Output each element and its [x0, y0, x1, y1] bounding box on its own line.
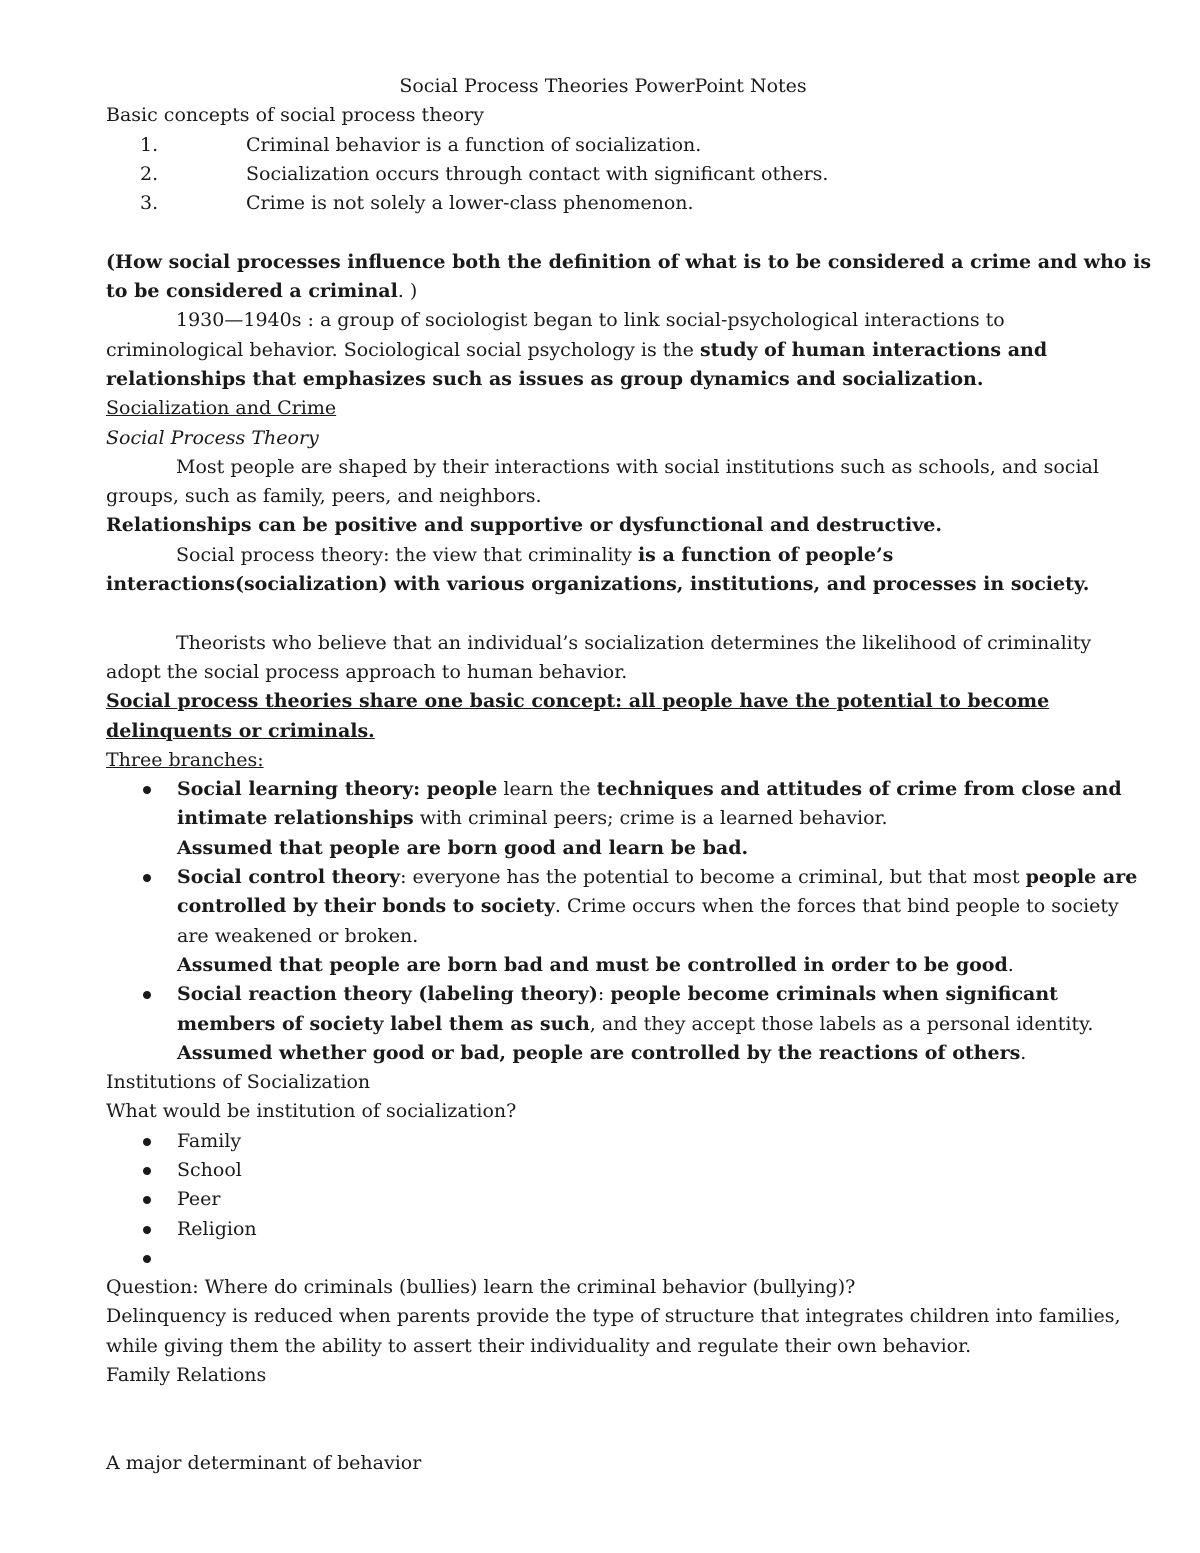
- shaped-paragraph-line: Most people are shaped by their interactions with social institutions such as schools, and social: [176, 455, 1099, 478]
- history-paragraph-line: criminological behavior. Sociological social psychology is the study of human interactions and: [106, 338, 1048, 361]
- history-paragraph-line: 1930—1940s : a group of sociologist began to link social-psychological interactions to: [176, 309, 1005, 332]
- socialization-crime-heading: Socialization and Crime: [106, 397, 337, 420]
- bullet-icon: [143, 1196, 151, 1204]
- influence-paragraph-line: (How social processes influence both the definition of what is to be considered a crime and who is: [106, 250, 1152, 273]
- numbered-item: 3. Crime is not solely a lower-class phenomenon.: [140, 192, 694, 215]
- institution-list-item-empty: [106, 1244, 1100, 1273]
- share-concept-line: Social process theories share one basic concept: all people have the potential to become: [106, 690, 1050, 713]
- institution-list-item: Religion: [106, 1215, 1100, 1244]
- blank-line: [106, 1390, 1100, 1419]
- theorists-paragraph-line: adopt the social process approach to human behavior.: [106, 660, 628, 683]
- family-relations-heading: Family Relations: [106, 1364, 267, 1387]
- question-line: Question: Where do criminals (bullies) learn the criminal behavior (bullying)?: [106, 1276, 856, 1299]
- bullet-icon: [143, 1167, 151, 1175]
- delinquency-paragraph-line: while giving them the ability to assert their individuality and regulate their own behavior.: [106, 1334, 972, 1357]
- institutions-question: What would be institution of socialization?: [106, 1100, 517, 1123]
- social-process-theory-heading: Social Process Theory: [106, 426, 319, 449]
- bullet-icon: [143, 874, 151, 882]
- view-paragraph-line: interactions(socialization) with various organizations, institutions, and processes in society.: [106, 573, 1090, 596]
- institutions-heading: Institutions of Socialization: [106, 1071, 371, 1094]
- bullet-icon: [143, 991, 151, 999]
- numbered-item: 2. Socialization occurs through contact with significant others.: [140, 162, 829, 185]
- blank-line: [106, 1420, 1100, 1449]
- numbered-item: 1. Criminal behavior is a function of socialization.: [140, 133, 702, 156]
- three-branches-heading: Three branches:: [106, 748, 264, 771]
- theorists-paragraph-line: Theorists who believe that an individual’s socialization determines the likelihood of criminality: [176, 631, 1092, 654]
- history-paragraph-line: relationships that emphasizes such as issues as group dynamics and socialization.: [106, 367, 984, 390]
- basic-concepts-heading: Basic concepts of social process theory: [106, 104, 484, 127]
- branch-list-item: Social learning theory: people learn the techniques and attitudes of crime from close and intimate relationships with criminal peers; crime is a learned behavior. Assumed that people are born good and learn be bad.: [106, 775, 1100, 863]
- bullet-icon: [143, 1255, 151, 1263]
- institution-list-item: Peer: [106, 1185, 1100, 1214]
- document-page: [106, 72, 1152, 1478]
- bullet-icon: [143, 1226, 151, 1234]
- bullet-icon: [143, 786, 151, 794]
- blank-line: [106, 218, 1100, 247]
- relationships-statement: Relationships can be positive and supportive or dysfunctional and destructive.: [106, 514, 942, 537]
- bullet-icon: [143, 1138, 151, 1146]
- share-concept-line: delinquents or criminals.: [106, 719, 375, 742]
- branch-list-item: Social reaction theory (labeling theory): people become criminals when significant members of society label them as such, and they accept those labels as a personal identity. Assumed whether good or bad, people are controlled by the reactions of others.: [106, 980, 1100, 1068]
- view-paragraph-line: Social process theory: the view that criminality is a function of people’s: [176, 543, 894, 566]
- institution-list-item: School: [106, 1156, 1100, 1185]
- delinquency-paragraph-line: Delinquency is reduced when parents provide the type of structure that integrates children into families,: [106, 1305, 1121, 1328]
- blank-line: [106, 599, 1100, 628]
- institution-list-item: Family: [106, 1127, 1100, 1156]
- branch-list-item: Social control theory: everyone has the potential to become a criminal, but that most people are controlled by their bonds to society. Crime occurs when the forces that bind people to society are weakened or broken. Assumed that people are born bad and must be controlled in order to be good.: [106, 863, 1100, 980]
- shaped-paragraph-line: groups, such as family, peers, and neighbors.: [106, 485, 542, 508]
- major-determinant-line: A major determinant of behavior: [106, 1451, 422, 1474]
- document-title: Social Process Theories PowerPoint Notes: [399, 75, 807, 97]
- influence-paragraph-line: to be considered a criminal. ): [106, 280, 418, 303]
